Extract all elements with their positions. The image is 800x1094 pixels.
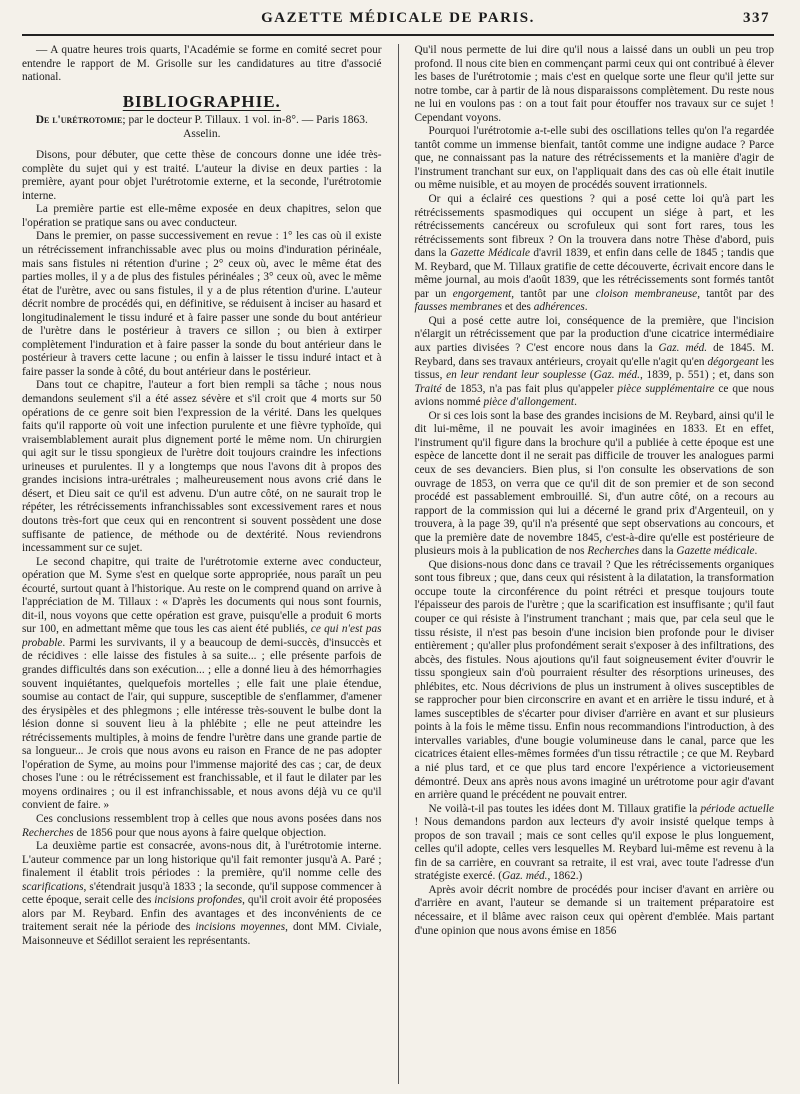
paragraph: Dans le premier, on passe successivement en revue : 1° les cas où il existe un rétrécissement infranchissable avec plus ou moins d'induration périnéale, mais sans fistules ni rétention d'urine ; 2° ceux où, avec le même état des parties molles, il y a de plus des fistules périnéales ; 3° ceux où, avec le même état de l'urètre, avec ou sans fistules, il y a de plus rétention d'urine. L'auteur décrit nombre de procédés qui, en définitive, se réduisent à inciser au hasard et longitudinalement le tissu induré et à faire passer une sonde du bout antérieur de l'urètre dans le postérieur à travers ce sillon ; ou bien à extirper complètement l'induration et à faire passer la sonde du bout antérieur dans le postérieur à travers cette lacune ; ou enfin à laisser le tissu induré intact et à faire passer la sonde à côté, du bout antérieur dans le postérieur. — [22, 230, 382, 378]
text-run: Ces conclusions ressemblent trop à celles que nous avons posées dans nos — [36, 812, 382, 825]
text-run: . — [584, 301, 588, 314]
paragraph: Dans tout ce chapitre, l'auteur a fort bien rempli sa tâche ; nous nous demandons seulement s'il a été assez sévère et s'il croit que 4 morts sur 50 opérations de ce genre soit bien l'expression de la vérité. Dans les quelques faits qu'il rapporte où voit une infection purulente et une fièvre typhoïde, qui vraisemblablement aurait plus dignement porté le même nom. Un chirurgien qui agit sur le tissu spongieux de l'urètre doit toujours craindre les infections urineuses et purulentes. Il y a longtemps que nous l'avons dit à propos des grandes incisions intra-urétrales ; malheureusement nous avons crié dans le désert, et Dieu sait ce qu'il est advenu. D'un autre côté, on ne saurait trop le répéter, les rétrécissements infranchissables sont excessivement rares et nous doutons très-fort que ceux qui en rencontrent si souvent possèdent une dose suffisante de patience, de méthode ou de dextérité. Nous reviendrons incessamment sur ce sujet. — [22, 379, 382, 555]
paragraph — [414, 193, 774, 315]
page-number: 337 — [743, 10, 770, 26]
emphasis: incisions profondes — [154, 894, 243, 907]
text-run: Qui a posé cette autre loi, conséquence de la première, que l'incision n'élargit un rétrécissement que par la production d'une cicatrice intermédiaire aux parties divisées ? C'est encore nous dans la — [414, 314, 774, 355]
publication-title: GAZETTE MÉDICALE DE PARIS. — [261, 10, 535, 26]
text-run: , 1839, p. 551) ; et, dans son — [640, 369, 774, 382]
paragraph: La première partie est elle-même exposée en deux chapitres, selon que l'opération se pratique sans ou avec conducteur. — [22, 203, 382, 229]
emphasis: Gaz. méd. — [501, 870, 548, 883]
paragraph: Pourquoi l'urétrotomie a-t-elle subi des oscillations telles qu'on l'a regardée tantôt comme un immense bienfait, tantôt comme une indigne audace ? Parce que, ne connaissant pas la nature des rétrécissements et la manière d'agir de l'instrument tranchant sur eux, on l'appliquait dans des cas où elle était inutile ou même nuisible, et au moyen de procédés souvent irrationnels. — [414, 125, 774, 192]
paragraph — [414, 803, 774, 884]
emphasis: adhérences — [533, 301, 585, 314]
emphasis: Gaz. méd. — [658, 342, 708, 355]
text-run: ! Nous demandons pardon aux lecteurs d'y avoir insisté quelque temps à propos de son travail ; mais ce sont celles qu'il expose le plus longuement, celles qu'il adopte, celles vers lesquelles M. Reybard lui-même est revenu à la fin de sa carrière, en couvrant sa retraite, il est vrai, avec toute l'adresse d'un stratégiste exercé. ( — [414, 816, 774, 883]
paragraph: Disons, pour débuter, que cette thèse de concours donne une idée très-complète du sujet qui y est traité. L'auteur la divise en deux parties : la première, ayant pour objet l'urétrotomie externe, et la seconde, l'urétrotomie interne. — [22, 149, 382, 202]
text-run: Or si ces lois sont la base des grandes incisions de M. Reybard, ainsi qu'il le dit lui-même, il ne pouvait les avoir imaginées en 1833. Et en effet, l'instrument qu'il figure dans la brochure qu'il a publiée à cette époque est une espèce de lancette dont il ne serait pas difficile de trouver les analogues parmi ceux de ses devanciers. Bien plus, si l'on consulte les observations de son ouvrage de 1853, on verra que ce qu'il dit de son premier et de son second procédé est passablement embrouillé. Si, d'un autre côté, on a recours au rapport de la commission qui lui a décerné le grand prix d'Argenteuil, on y trouvera, à la page 39, qu'il n'a présenté que sept observations au concours, et que la première date de novembre 1845, c'est-à-dire qu'elle est postérieure de plusieurs mois à la publication de nos — [414, 409, 774, 558]
paragraph — [414, 410, 774, 559]
text-run: ce que nous avions nommé — [414, 382, 774, 409]
text-run: , tantôt par une — [511, 287, 596, 300]
entry-details: ; par le docteur P. Tillaux. 1 vol. in-8°. — Paris 1863. Asselin. — [122, 114, 368, 140]
text-run: . Parmi les survivants, il y a beaucoup de demi-succès, d'insuccès et de récidives : elle laisse des fistules à sa suite... ; elle présente parfois de grandes difficultés dans son exécution... ; elle a donné lieu à des hémorrhagies souvent inquiétantes, quelquefois mortelles ; elle fait une plaie étendue, soumise au contact de l'air, qui suppure, susceptible de s'enflammer, d'amener des érysipèles et des phlegmons ; elle intéresse très-souvent le bulbe dont la lésion donne si souvent lieu à la phlébite ; elle ne peut atteindre les rétrécissements multiples, à moins de fendre l'urètre dans une grande partie de sa longueur... Je crois que nous avons eu raison en France de ne pas adopter l'opération de Syme, au moins pour l'immense majorité des cas ; car, de deux choses l'une : ou le rétrécissement est franchissable, et il faut le dilater par les moyens ordinaires ; ou il est infranchissable, et nous avons déjà vu ce qu'il convient de faire. » — [22, 636, 382, 812]
emphasis: ce qui n'est pas probable — [22, 623, 382, 649]
paragraph — [22, 840, 382, 948]
bibliographic-entry — [22, 114, 382, 141]
text-run: , s'étendrait jusqu'à 1833 ; la seconde, qu'il suppose commencer à cette époque, serait celle des — [22, 880, 382, 907]
text-run: , dont MM. Civiale, Maisonneuve et Sédillot seraient les représentants. — [22, 921, 382, 947]
text-run: Ne voilà-t-il pas toutes les idées dont M. Tillaux gratifie la — [428, 802, 701, 815]
emphasis: Recherches — [22, 826, 74, 839]
emphasis: incisions moyennes — [195, 921, 286, 934]
text-run: Or qui a éclairé ces questions ? qui a posé cette loi qu'à part les rétrécissements spasmodiques qui occupent un siége à part, et les rétrécissements cancéreux ou scrofuleux qui sont fort rares, tous les rétrécissements sont fibreux ? On la trouvera dans notre Thèse d'abord, puis dans la — [414, 193, 774, 260]
text-run: ( — [586, 369, 594, 382]
emphasis: cloison membraneuse — [595, 287, 698, 300]
right-column — [414, 44, 774, 1084]
text-run: les tissus, — [414, 355, 774, 382]
emphasis: Gaz. méd. — [593, 369, 640, 382]
paragraph: Après avoir décrit nombre de procédés pour inciser d'avant en arrière ou d'arrière en avant, l'auteur se demande si un traitement préparatoire est nécessaire, et il blâme avec raison ceux qui opèrent d'emblée. Mais partant d'une opinion que nous avons émise en 1856 — [414, 883, 774, 937]
column-divider — [398, 44, 399, 1084]
left-column — [22, 44, 382, 1084]
text-run: d'avril 1839, et enfin dans celle de 1845 ; tandis que M. Reybard, que M. Tillaux gratifie de cette découverte, écrivait encore dans le même journal, au mois d'août 1839, que les rétrécissements sont formés tantôt par un — [414, 247, 774, 300]
emphasis: pièce supplémentaire — [617, 382, 715, 395]
emphasis: Traité — [414, 382, 442, 395]
paragraph — [22, 813, 382, 840]
emphasis: scarifications — [22, 880, 84, 893]
text-run: , 1862.) — [547, 870, 583, 883]
text-run: et des — [502, 301, 534, 314]
text-run: Le second chapitre, qui traite de l'urétrotomie externe avec conducteur, opération que M. Syme s'est en quelque sorte appropriée, nous paraît un peu écourté, surtout quant à l'historique. Au reste on le comprend quand on arrive à l'appréciation de M. Tillaux : « D'après les documents qui nous sont fournis, dit-il, nous voyons que cette opération est grave, puisqu'elle a produit 6 morts sur 100, en admettant même que tous les cas aient été publiés, — [22, 555, 382, 636]
text-run: de 1856 pour que nous ayons à faire quelque objection. — [73, 826, 327, 839]
paragraph — [22, 556, 382, 813]
emphasis: en leur rendant leur souplesse — [446, 369, 587, 382]
emphasis: engorgement — [452, 287, 512, 300]
text-run: de 1845. M. Reybard, dans ses travaux antérieurs, croyait qu'elle n'agit qu'en — [414, 342, 774, 368]
text-run: , tantôt par des — [697, 287, 774, 300]
paragraph — [414, 315, 774, 410]
paragraph: Qu'il nous permette de lui dire qu'il nous a laissé dans un oubli un peu trop profond. Il nous cite bien en commençant parmi ceux qui ont contribué à élever les bases de l'urétrotomie ; mais c'est en quelque sorte une fleur qu'il jette sur notre tombe, car à partir de là nous disparaissons complètement. Du reste nous ne lui en voulons pas : on a tout fait pour étouffer nos travaux sur ce sujet ! Cependant voyons. — [414, 44, 774, 124]
entry-title: De l'urétrotomie — [35, 114, 123, 127]
text-run: . — [754, 545, 758, 558]
academie-notice: — A quatre heures trois quarts, l'Académie se forme en comité secret pour entendre le rapport de M. Grisolle sur les candidatures au titre d'associé national. — [22, 44, 382, 84]
emphasis: pièce d'allongement — [483, 396, 575, 409]
text-run: dans la — [639, 545, 677, 558]
emphasis: Gazette Médicale — [450, 247, 530, 260]
masthead — [22, 10, 774, 36]
section-title: BIBLIOGRAPHIE. — [122, 91, 281, 111]
text-columns — [22, 44, 774, 1084]
emphasis: période actuelle — [700, 802, 774, 815]
paragraph: Que disions-nous donc dans ce travail ? Que les rétrécissements organiques sont tous fibreux ; que, dans ceux qui résistent à la dilatation, la transformation occupe toute la circonférence du point rétréci et presque toujours toute l'épaisseur des parois de l'urètre ; que la scarification est insuffisante ; qu'il faut couper ce qui résiste à l'instrument tranchant ; mais que, par cela seul que le tissu résiste, il n'est pas besoin d'une incision bien profonde pour le diviser entièrement ; qu'aller plus profondément serait s'exposer à des infiltrations, des abcès, des fistules. Nous ajoutions qu'il faut soigneusement éviter d'ouvrir le tissu spongieux sain d'où pourraient résulter des résorptions urineuses, des phlébites, etc. Nous décrivions de plus un instrument à olives susceptibles de se rapprocher pour bien circonscrire en avant et en arrière le tissu induré, et à lames susceptibles de s'écarter pour diviser d'arrière en avant et sur plusieurs points à la fois le même tissu. Enfin nous recommandions l'introduction, à des intervalles variables, d'une bougie volumineuse dans le canal, parce que les cicatrices étaient elles-mêmes formées d'un tissu rétractile ; ce que M. Reybard a nié plus tard, et ce que plus tard encore l'expérience a victorieusement démontré. Deux ans après nous avons imaginé un urétrotome pour agir d'avant en arrière quand le précédent ne pouvait entrer. — [414, 558, 774, 802]
text-run: , qu'il croit avoir été proposées alors par M. Reybard. Enfin des avantages et des inconvénients de ce traitement serait née la période des — [22, 894, 382, 934]
text-run: . — [574, 396, 577, 409]
text-run: de 1853, n'a pas fait plus qu'appeler — [441, 382, 618, 395]
text-run: La deuxième partie est consacrée, avons-nous dit, à l'urétrotomie interne. L'auteur commence par un long historique qu'il fait remonter jusqu'à A. Paré ; finalement il établit trois périodes : la première, qu'il nomme celle des — [22, 840, 382, 880]
emphasis: fausses membranes — [414, 301, 503, 314]
emphasis: dégorgeant — [707, 355, 759, 368]
emphasis: Gazette médicale — [676, 545, 755, 558]
emphasis: Recherches — [587, 545, 640, 558]
